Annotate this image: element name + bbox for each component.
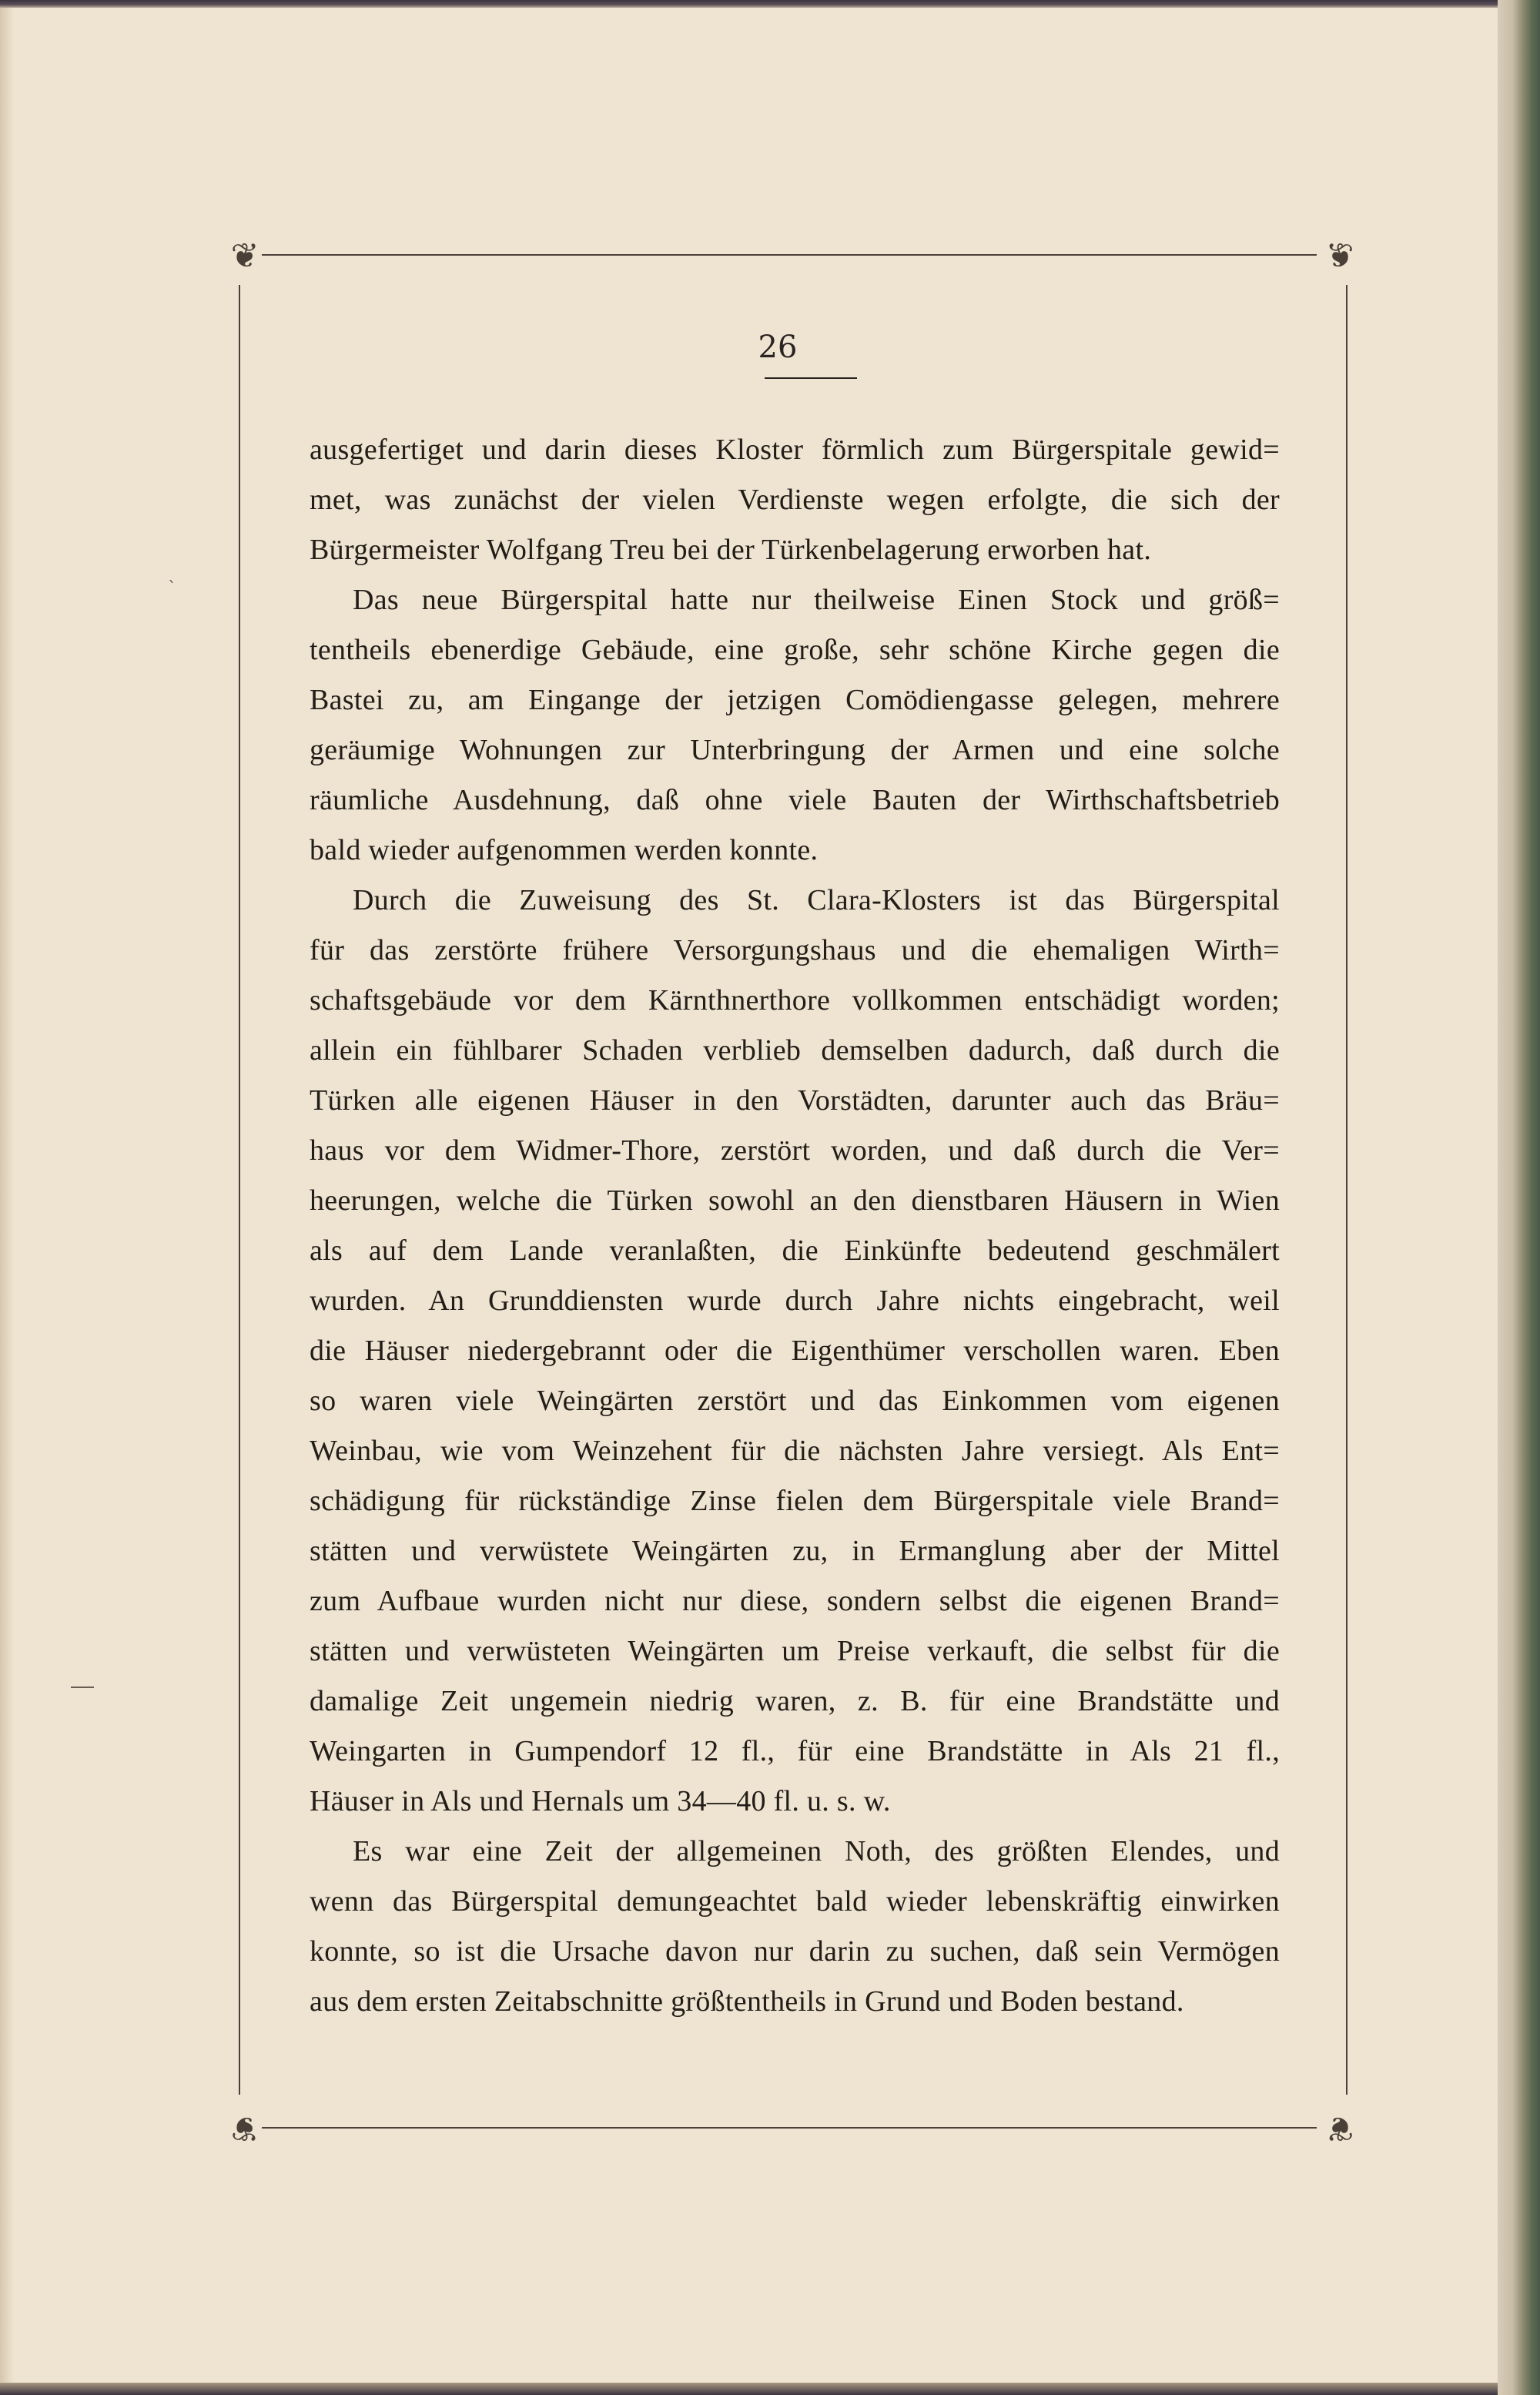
corner-ornament-bottom-left-icon: ❦ bbox=[230, 2109, 259, 2148]
text-line: Häuser in Als und Hernals um 34—40 fl. u. s. w. bbox=[310, 1785, 891, 1817]
paragraph bbox=[310, 425, 1280, 575]
paragraph bbox=[310, 876, 1280, 1827]
text-line: zum Aufbaue wurden nicht nur diese, sondern selbst die eigenen Brand= bbox=[310, 1585, 1280, 1617]
paragraph bbox=[310, 575, 1280, 876]
text-line: Das neue Bürgerspital hatte nur theilweise Einen Stock und größ= bbox=[353, 584, 1280, 616]
paragraph bbox=[310, 1827, 1280, 2027]
text-line: Weinbau, wie vom Weinzehent für die nächsten Jahre versiegt. Als Ent= bbox=[310, 1435, 1280, 1467]
text-line: allein ein fühlbarer Schaden verblieb demselben dadurch, daß durch die bbox=[310, 1034, 1280, 1067]
frame-top-line bbox=[262, 254, 1317, 256]
text-line: Bastei zu, am Eingange der jetzigen Comödiengasse gelegen, mehrere bbox=[310, 684, 1280, 716]
margin-mark: ` bbox=[168, 579, 176, 598]
book-binding-edge bbox=[1498, 0, 1540, 2395]
text-line: Bürgermeister Wolfgang Treu bei der Türkenbelagerung erworben hat. bbox=[310, 534, 1152, 566]
text-line: heerungen, welche die Türken sowohl an den dienstbaren Häusern in Wien bbox=[310, 1184, 1280, 1217]
corner-ornament-bottom-right-icon: ❦ bbox=[1325, 2109, 1354, 2148]
text-line: tentheils ebenerdige Gebäude, eine große, sehr schöne Kirche gegen die bbox=[310, 634, 1280, 666]
text-line: haus vor dem Widmer-Thore, zerstört worden, und daß durch die Ver= bbox=[310, 1134, 1280, 1167]
page-gutter-shadow bbox=[0, 0, 14, 2395]
text-line: damalige Zeit ungemein niedrig waren, z. B. für eine Brandstätte und bbox=[310, 1685, 1280, 1717]
page-number: 26 bbox=[758, 330, 798, 365]
text-line: wenn das Bürgerspital demungeachtet bald wieder lebenskräftig einwirken bbox=[310, 1885, 1280, 1918]
margin-dash bbox=[71, 1687, 94, 1688]
text-line: bald wieder aufgenommen werden konnte. bbox=[310, 834, 819, 866]
text-line: Weingarten in Gumpendorf 12 fl., für eine Brandstätte in Als 21 fl., bbox=[310, 1735, 1280, 1767]
body-text bbox=[310, 425, 1280, 2027]
text-line: geräumige Wohnungen zur Unterbringung der Armen und eine solche bbox=[310, 734, 1280, 766]
text-line: so waren viele Weingärten zerstört und das Einkommen vom eigenen bbox=[310, 1385, 1280, 1417]
text-line: schaftsgebäude vor dem Kärnthnerthore vollkommen entschädigt worden; bbox=[310, 984, 1280, 1017]
page-top-edge bbox=[0, 0, 1540, 8]
text-line: Es war eine Zeit der allgemeinen Noth, des größten Elendes, und bbox=[353, 1835, 1280, 1867]
frame-bottom-line bbox=[262, 2127, 1317, 2129]
text-line: räumliche Ausdehnung, daß ohne viele Bauten der Wirthschaftsbetrieb bbox=[310, 784, 1280, 816]
text-line: die Häuser niedergebrannt oder die Eigenthümer verschollen waren. Eben bbox=[310, 1335, 1280, 1367]
text-line: aus dem ersten Zeitabschnitte größtentheils in Grund und Boden bestand. bbox=[310, 1985, 1184, 2018]
text-line: Türken alle eigenen Häuser in den Vorstädten, darunter auch das Bräu= bbox=[310, 1084, 1280, 1117]
text-line: ausgefertiget und darin dieses Kloster förmlich zum Bürgerspitale gewid= bbox=[310, 434, 1280, 466]
corner-ornament-top-right-icon: ❦ bbox=[1325, 236, 1354, 276]
text-line: konnte, so ist die Ursache davon nur darin zu suchen, daß sein Vermögen bbox=[310, 1935, 1280, 1968]
text-line: Durch die Zuweisung des St. Clara-Klosters ist das Bürgerspital bbox=[353, 884, 1280, 916]
text-line: stätten und verwüsteten Weingärten um Preise verkauft, die selbst für die bbox=[310, 1635, 1280, 1667]
text-line: als auf dem Lande veranlaßten, die Einkünfte bedeutend geschmälert bbox=[310, 1234, 1280, 1267]
frame-left-line bbox=[239, 285, 240, 2095]
text-line: met, was zunächst der vielen Verdienste wegen erfolgte, die sich der bbox=[310, 484, 1280, 516]
text-line: stätten und verwüstete Weingärten zu, in Ermanglung aber der Mittel bbox=[310, 1535, 1280, 1567]
text-line: schädigung für rückständige Zinse fielen dem Bürgerspitale viele Brand= bbox=[310, 1485, 1280, 1517]
frame-right-line bbox=[1346, 285, 1348, 2095]
text-line: für das zerstörte frühere Versorgungshaus und die ehemaligen Wirth= bbox=[310, 934, 1280, 966]
page-number-rule bbox=[765, 377, 857, 379]
text-line: wurden. An Grunddiensten wurde durch Jahre nichts eingebracht, weil bbox=[310, 1285, 1280, 1317]
corner-ornament-top-left-icon: ❦ bbox=[230, 236, 259, 276]
page-bottom-edge bbox=[0, 2383, 1540, 2395]
